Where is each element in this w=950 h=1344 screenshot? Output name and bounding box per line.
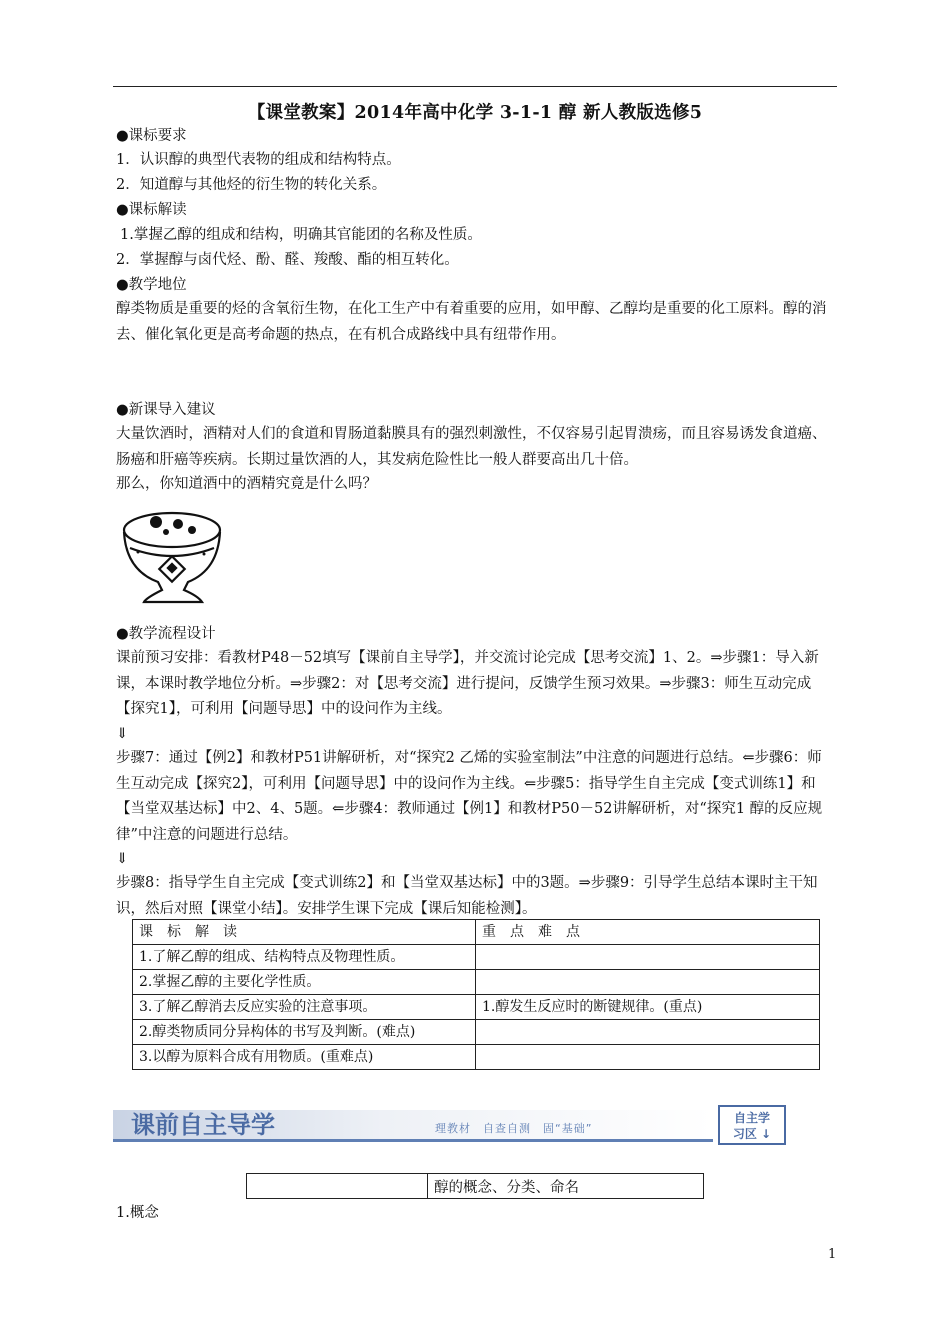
table-cell: 1.了解乙醇的组成、结构特点及物理性质。 bbox=[133, 945, 476, 970]
table-cell bbox=[476, 1045, 820, 1070]
page-number: 1 bbox=[828, 1247, 837, 1262]
flow-paragraph-3: 步骤8：指导学生自主完成【变式训练2】和【当堂双基达标】中的3题。⇒步骤9：引导学生总结本课时主干知识，然后对照【课堂小结】。安排学生课下完成【课后知能检测】。 bbox=[116, 875, 818, 917]
table-row bbox=[133, 970, 820, 995]
intro-question: 那么，你知道酒中的酒精究竟是什么吗？ bbox=[116, 476, 377, 492]
requirement-item: 2．知道醇与其他烃的衍生物的转化关系。 bbox=[116, 177, 387, 193]
banner-subtitle: 理教材 自查自测 固“基础” bbox=[435, 1122, 593, 1135]
section-heading-teaching-position: ●教学地位 bbox=[116, 277, 187, 293]
table-cell bbox=[476, 1020, 820, 1045]
header-rule bbox=[113, 86, 837, 87]
table-cell: 3.以醇为原料合成有用物质。(重难点) bbox=[133, 1045, 476, 1070]
goals-table bbox=[132, 919, 820, 1070]
concept-table bbox=[246, 1173, 704, 1199]
table-header-cell: 重 点 难 点 bbox=[476, 920, 820, 945]
flow-paragraph-2: 步骤7：通过【例2】和教材P51讲解研析，对“探究2 乙烯的实验室制法”中注意的问题进行总结。⇐步骤6：师生互动完成【探究2】，可利用【问题导思】中的设问作为主线。⇐步骤5：指导学生自主完成【变式训练1】和【当堂双基达标】中2、4、5题。⇐步骤4：教师通过【例1】和教材P50－52讲解研析，对“探究1 醇的反应规律”中注意的问题进行总结。 bbox=[116, 750, 823, 843]
banner-badge-line1: 自主学 bbox=[733, 1111, 771, 1125]
table-cell: 3.了解乙醇消去反应实验的注意事项。 bbox=[133, 995, 476, 1020]
section-banner bbox=[113, 1104, 790, 1148]
table-header-row bbox=[133, 920, 820, 945]
table-row bbox=[247, 1174, 704, 1199]
banner-badge-line2: 习区 ↓ bbox=[732, 1127, 772, 1141]
table-cell bbox=[476, 970, 820, 995]
table-row bbox=[133, 1045, 820, 1070]
table-cell bbox=[247, 1174, 428, 1199]
section-heading-flow: ●教学流程设计 bbox=[116, 626, 216, 642]
flow-paragraph-1: 课前预习安排：看教材P48－52填写【课前自主导学】，并交流讨论完成【思考交流】1、2。⇒步骤1：导入新课，本课时教学地位分析。⇒步骤2：对【思考交流】进行提问，反馈学生预习效果。⇒步骤3：师生互动完成【探究1】，可利用【问题导思】中的设问作为主线。 bbox=[116, 650, 819, 717]
table-row bbox=[133, 1020, 820, 1045]
requirement-item: 1．认识醇的典型代表物的组成和结构特点。 bbox=[116, 152, 401, 168]
section-heading-interpretation: ●课标解读 bbox=[116, 202, 187, 218]
table-row bbox=[133, 945, 820, 970]
interpretation-item: 1.掌握乙醇的组成和结构，明确其官能团的名称及性质。 bbox=[120, 227, 482, 243]
section-heading-requirements: ●课标要求 bbox=[116, 128, 187, 144]
table-cell: 1.醇发生反应时的断键规律。(重点) bbox=[476, 995, 820, 1020]
flow-down-arrow: ⇓ bbox=[116, 726, 129, 742]
document-title: 【课堂教案】2014年高中化学 3-1-1 醇 新人教版选修5 bbox=[247, 103, 703, 123]
table-cell: 2.掌握乙醇的主要化学性质。 bbox=[133, 970, 476, 995]
table-cell bbox=[476, 945, 820, 970]
concept-heading: 1.概念 bbox=[116, 1205, 159, 1221]
wine-bowl-illustration bbox=[116, 502, 228, 610]
table-cell: 2.醇类物质同分异构体的书写及判断。(难点) bbox=[133, 1020, 476, 1045]
interpretation-item: 2．掌握醇与卤代烃、酚、醛、羧酸、酯的相互转化。 bbox=[116, 252, 459, 268]
intro-text: 大量饮酒时，酒精对人们的食道和胃肠道黏膜具有的强烈刺激性，不仅容易引起胃溃疡，而且容易诱发食道癌、肠癌和肝癌等疾病。长期过量饮酒的人，其发病危险性比一般人群要高出几十倍。 bbox=[116, 426, 827, 468]
table-cell: 醇的概念、分类、命名 bbox=[428, 1174, 704, 1199]
teaching-position-text: 醇类物质是重要的烃的含氧衍生物，在化工生产中有着重要的应用，如甲醇、乙醇均是重要的化工原料。醇的消去、催化氧化更是高考命题的热点，在有机合成路线中具有纽带作用。 bbox=[116, 301, 827, 343]
table-header-cell: 课 标 解 读 bbox=[133, 920, 476, 945]
banner-title: 课前自主导学 bbox=[131, 1110, 275, 1139]
table-row bbox=[133, 995, 820, 1020]
flow-down-arrow: ⇓ bbox=[116, 851, 129, 867]
section-heading-intro: ●新课导入建议 bbox=[116, 402, 216, 418]
